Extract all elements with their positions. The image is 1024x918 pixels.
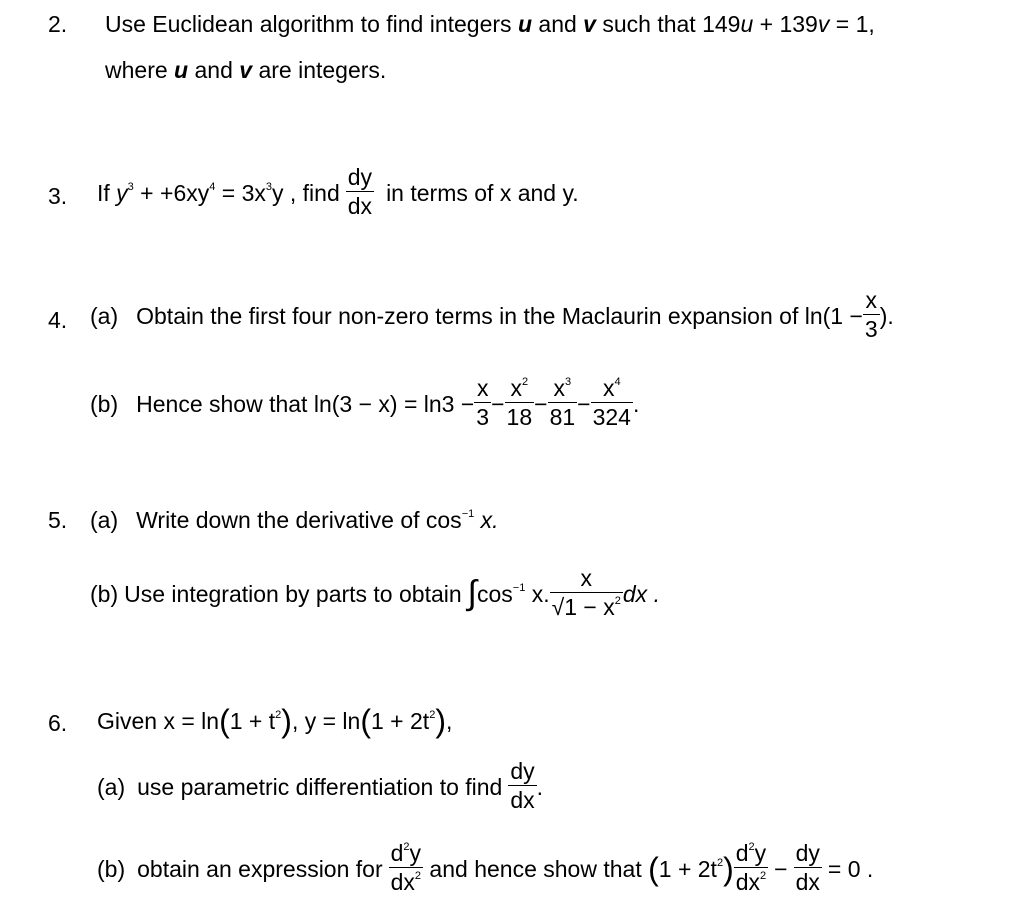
q5b-label: (b) [90, 581, 119, 608]
q5a-tail: x. [474, 507, 499, 533]
q6b-f3-num: dy [795, 840, 820, 866]
question-4-number: 4. [48, 307, 68, 333]
q6b-frac-3 [794, 842, 822, 894]
q6-close-1: ) [281, 703, 292, 739]
q4b-minus-2: − [534, 391, 548, 418]
q4b-term-4 [591, 377, 633, 429]
q6b-frac-2 [734, 842, 768, 894]
q3-expr-3: = 3x [215, 180, 266, 207]
q6b-f3-den: dx [795, 869, 820, 895]
q3-fraction [346, 166, 374, 218]
q5b-fraction [550, 567, 623, 619]
q3-exp-3b: 3 [265, 181, 272, 194]
q6b-mid: and hence show that [423, 856, 649, 883]
q2-line2-a: where [105, 57, 175, 83]
q5b-tail: dx . [622, 581, 660, 608]
q4b-t4-den: 324 [592, 404, 631, 430]
q3-frac-num: dy [347, 164, 373, 190]
q2-mid: such that 149 [595, 11, 741, 37]
q4b-t3-exp: 3 [565, 376, 572, 388]
q6b-close: ) [723, 851, 734, 887]
q4b-t2-den: 18 [506, 404, 533, 430]
q6-arg1: 1 + t [229, 708, 276, 735]
q4b-term-1 [474, 377, 491, 429]
q4a-tail: ). [879, 303, 894, 330]
q6b-f1-den-exp: 2 [414, 870, 422, 882]
q4a-label: (a) [90, 303, 119, 330]
q6-open-2: ( [360, 703, 371, 739]
q6b-f1-num-y: y [409, 840, 422, 866]
q2-plus: + 139 [753, 11, 818, 37]
question-3-line [97, 164, 579, 221]
question-6a-line [97, 758, 544, 815]
q4b-term-3 [548, 377, 578, 429]
q5b-frac-den-wrap [550, 592, 623, 619]
q3-expr-2: + +6xy [133, 180, 210, 207]
q4b-t3-num: x [553, 375, 566, 401]
q6b-f2-den-wrap [734, 867, 768, 894]
q6b-f2-num-wrap [734, 842, 768, 867]
q4b-text: Hence show that ln(3 − x) = ln3 − [136, 391, 475, 418]
q4b-label: (b) [90, 391, 119, 418]
q6b-f2-num-exp: 2 [748, 841, 755, 853]
q6b-arg-exp: 2 [716, 857, 724, 870]
q2-lead: Use Euclidean algorithm to find integers [105, 11, 518, 37]
q6b-f1-num: d [390, 840, 404, 866]
q5b-exp: −1 [512, 582, 526, 595]
question-4a-line [90, 287, 894, 344]
question-2-line-2 [105, 59, 386, 82]
q3-expr-4: y , find [272, 180, 340, 207]
q4b-minus-3: − [577, 391, 591, 418]
question-6-number: 6. [48, 710, 68, 736]
q4b-t4-num-wrap [591, 377, 633, 402]
question-5-number: 5. [48, 507, 68, 533]
q3-tail: in terms of x and y. [386, 180, 579, 207]
q4b-end: . [632, 391, 640, 418]
q6-open-1: ( [219, 703, 230, 739]
q6b-text: obtain an expression for [137, 856, 383, 883]
q6a-frac-num: dy [510, 758, 535, 784]
question-5b-line [90, 565, 660, 622]
q5b-frac-den: 1 − x [564, 594, 615, 620]
q5a-label: (a) [90, 507, 119, 533]
q6b-f1-num-wrap [389, 842, 423, 867]
q6b-f2-num-y: y [754, 840, 767, 866]
question-6b-line [97, 840, 874, 897]
q6-lead: Given x = ln [97, 708, 220, 735]
q6b-f2-den-exp: 2 [760, 870, 767, 882]
q6b-label: (b) [97, 856, 126, 883]
q6b-f1-den: dx [390, 869, 415, 895]
q5b-x: x. [525, 581, 550, 608]
q3-expr-1: y [116, 180, 128, 207]
q4b-t2-num-wrap [505, 377, 535, 402]
q6b-open: ( [648, 851, 659, 887]
q4b-t1-den: 3 [476, 404, 490, 430]
q6-mid: , y = ln [291, 708, 361, 735]
q5a-exp: −1 [461, 508, 475, 520]
q6-exp-2: 2 [429, 709, 436, 722]
q3-frac-den: dx [347, 193, 373, 219]
q6a-fraction [508, 760, 536, 812]
question-3-number: 3. [48, 183, 68, 209]
q4b-t4-num: x [602, 375, 615, 401]
q4a-frac-den: 3 [864, 316, 878, 342]
q2-line2-v: v [239, 57, 253, 83]
q4a-frac-num: x [865, 287, 878, 313]
q2-eq: = 1, [829, 11, 875, 37]
q4b-minus-1: − [491, 391, 505, 418]
q6a-label: (a) [97, 774, 126, 801]
q5b-cos: cos [477, 581, 513, 608]
q6a-frac-den: dx [510, 787, 535, 813]
q6-arg2: 1 + 2t [371, 708, 430, 735]
q6b-tail: = 0 . [827, 856, 874, 883]
q4b-t4-exp: 4 [614, 376, 621, 388]
q6a-text: use parametric differentiation to find [137, 774, 503, 801]
q4a-fraction [863, 289, 880, 341]
q4a-text: Obtain the first four non-zero terms in the Maclaurin expansion of ln(1 − [136, 303, 863, 330]
q4b-t2-num: x [510, 375, 523, 401]
question-6-given-line [97, 703, 453, 739]
q6-end: , [445, 708, 453, 735]
q5b-frac-num: x [580, 565, 592, 591]
q6-close-2: ) [435, 703, 446, 739]
q2-var-v: v [583, 11, 596, 37]
q6a-tail: . [536, 774, 544, 801]
q6-exp-1: 2 [275, 709, 282, 722]
q5a-text: Write down the derivative of cos [136, 507, 462, 533]
q4b-t3-den: 81 [549, 404, 576, 430]
q6b-f2-num: d [735, 840, 749, 866]
q2-line2-b: are integers. [252, 57, 387, 83]
q6b-f2-den: dx [735, 869, 761, 895]
q6b-f1-den-wrap [389, 867, 423, 894]
q3-lead: If [97, 180, 117, 207]
question-4b-line [90, 375, 640, 432]
radical-icon: √ [551, 594, 565, 620]
q2-and: and [532, 11, 584, 37]
q6b-frac-1 [389, 842, 423, 894]
q2-var-u: u [517, 11, 533, 37]
question-2-number: 2. [48, 11, 68, 37]
q6b-f1-num-exp: 2 [403, 841, 410, 853]
q3-exp-3: 3 [127, 181, 134, 194]
q6b-minus: − [774, 856, 788, 883]
q3-exp-4: 4 [209, 181, 216, 194]
q5b-text: Use integration by parts to obtain [124, 581, 462, 608]
q5b-den-exp: 2 [614, 595, 621, 607]
question-5a-line [90, 509, 499, 532]
q6b-arg: 1 + 2t [658, 856, 717, 883]
integral-sign: ∫ [467, 574, 477, 612]
q4b-term-2 [505, 377, 535, 429]
q4b-t2-exp: 2 [522, 376, 529, 388]
q2-u-inline: u [740, 11, 754, 37]
question-2-line-1 [105, 13, 875, 36]
q2-line2-u: u [174, 57, 189, 83]
q4b-t1-num: x [476, 375, 489, 401]
q4b-t3-num-wrap [548, 377, 578, 402]
q2-v-inline: v [817, 11, 830, 37]
q2-line2-and: and [188, 57, 240, 83]
